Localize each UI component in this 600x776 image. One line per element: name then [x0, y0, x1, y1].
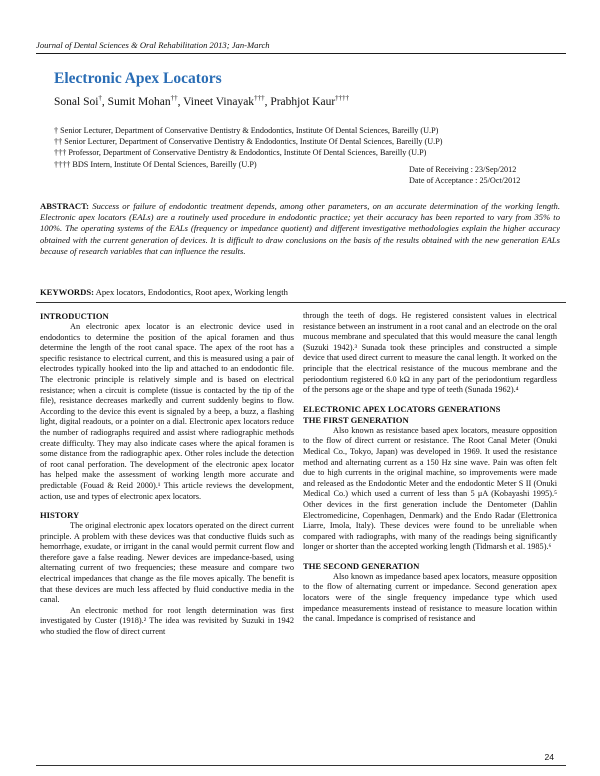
second-generation-heading: THE SECOND GENERATION — [303, 560, 420, 571]
abstract-text: Success or failure of endodontic treatment depends, among other parameters, on an accurate determination of the working length. Electronic apex locators (EALs) are a routinely used procedure in endodontic practice; yet their accuracy has been reported to vary from 35% to 100%. The operating systems of the EALs (frequency or impedance quotient) and different investigative methodologies explain the higher accuracy obtained with the current generation of devices. It is difficult to draw conclusions on the basis of the results obtained with the new generation EALs because of research variables that can influence the results. — [40, 201, 560, 256]
first-generation-heading: THE FIRST GENERATION — [303, 414, 409, 425]
abstract-label: ABSTRACT: — [40, 201, 90, 211]
author: Prabhjot Kaur†††† — [270, 94, 350, 108]
section-rule — [36, 302, 566, 303]
second-generation-paragraph: Also known as impedance based apex locators, measure opposition to the flow of alternating current or impedance. Second generation apex locators were of the single frequency impedance type which used impedance measurements instead of resistance to measure location within the canal. Impedance is comprised of resistance and — [303, 571, 557, 624]
continued-paragraph: through the teeth of dogs. He registered consistent values in electrical resistance between an instrument in a root canal and an electrode on the oral mucous membrane and speculated that this would measure the canal length (Suzuki 1942).³ Sunada took these principles and constructed a simple device that used direct current to measure the canal length. It worked on the principle that the electrical resistance of the mucous membrane and the periodontium registered 6.0 kΩ in any part of the periodontium regardless of the persons age or the shape and type of teeth (Sunada 1962).⁴ — [303, 311, 557, 395]
left-column — [40, 311, 294, 638]
author: Vineet Vinayak†††, — [183, 94, 271, 108]
author: Sonal Soi†, — [54, 94, 108, 108]
affiliation: ††† Professor, Department of Conservative Dentistry & Endodontics, Institute Of Dental Sciences, Bareilly (U.P) — [54, 148, 427, 158]
affiliation: † Senior Lecturer, Department of Conservative Dentistry & Endodontics, Institute Of Dental Sciences, Bareilly (U.P) — [54, 126, 439, 135]
keywords-text: Apex locators, Endodontics, Root apex, Working length — [95, 287, 288, 297]
affiliation: †††† BDS Intern, Institute Of Dental Sciences, Bareilly (U.P) — [54, 159, 257, 169]
introduction-paragraph: An electronic apex locator is an electronic device used in endodontics to determine the position of the apical foramen and thus determine the length of the root canal space. The apex of the root has a specific resistance to electrical current, and this is measured using a pair of electrodes typically hooked into the lip and attached to an endodontic file. The electronic principle is relatively simple and is based on electrical resistance; when a circuit is complete (tissue is contacted by the tip of the file), resistance decreases markedly and current suddenly begins to flow. According to the device this event is signaled by a beep, a buzz, a flashing light, digital readouts, or a pointer on a dial. Electronic apex locators reduce the number of radiographs required and assist where radiographic methods create difficulty. They may also indicate cases where the apical foramen is some distance from the radiographic apex. Other roles include the detection of root canal perforation. The development of the electronic apex locator has helped make the assessment of working length more accurate and predictable (Fouad & Reid 2000).¹ This article reviews the development, action, use and types of electronic apex locators. — [40, 322, 294, 501]
affiliation-list — [54, 125, 442, 170]
journal-header: Journal of Dental Sciences & Oral Rehabilitation 2013; Jan-March — [36, 40, 270, 50]
date-received: Date of Receiving : 23/Sep/2012 — [409, 165, 517, 174]
author: Sumit Mohan††, — [107, 94, 184, 108]
date-accepted: Date of Acceptance : 25/Oct/2012 — [409, 176, 521, 186]
history-heading: HISTORY — [40, 510, 80, 521]
first-generation-paragraph: Also known as resistance based apex locators, measure opposition to the flow of direct current or resistance. The Root Canal Meter (Onuki Medical Co., Tokyo, Japan) was developed in 1969. It used the resistance method and alternating current as a 150 Hz sine wave. Pain was often felt due to high currents in the original machine, so improvements were made and released as the Endodontic Meter and the endodontic Meter S II (Onuki Medical Co.) which used a current of less than 5 μA (Kobayashi 1995).⁵ Other devices in the first generation include the Dentometer (Dahlin Electromedicine, Copenhagen, Denmark) and the Endo Radar (Elettronica Liarre, Imola, Italy). These devices were found to be unreliable when compared with radiographs, with many of the readings being significantly longer or shorter than the accepted working length (Tidmarsh et al. 1985).⁶ — [303, 425, 557, 552]
right-column — [303, 311, 557, 625]
abstract — [40, 201, 560, 257]
history-paragraph: The original electronic apex locators operated on the direct current principle. A problem with these devices was that conductive fluids such as hemorrhage, exudate, or irrigant in the canal would permit current flow and therefore gave a false reading. Newer devices are impedance-based, using alternating current of two frequencies; these measure and compare two electrical impedances that change as the file moves apically. The benefit is that these devices are much less affected by fluid conductive media in the canal. — [40, 521, 294, 605]
keywords — [40, 287, 560, 297]
footer-rule — [36, 765, 566, 766]
article-title: Electronic Apex Locators — [54, 70, 222, 87]
generations-heading: ELECTRONIC APEX LOCATORS GENERATIONS — [303, 403, 501, 414]
introduction-heading: INTRODUCTION — [40, 311, 109, 321]
submission-dates — [409, 164, 520, 187]
header-rule — [36, 53, 566, 54]
author-list — [54, 94, 349, 108]
keywords-label: KEYWORDS: — [40, 287, 94, 297]
history-paragraph: An electronic method for root length determination was first investigated by Custer (1918).² The idea was revisited by Suzuki in 1942 who studied the flow of direct current — [40, 605, 294, 637]
page-number: 24 — [544, 752, 554, 762]
affiliation: †† Senior Lecturer, Department of Conservative Dentistry & Endodontics, Institute Of Dental Sciences, Bareilly (U.P) — [54, 137, 443, 147]
